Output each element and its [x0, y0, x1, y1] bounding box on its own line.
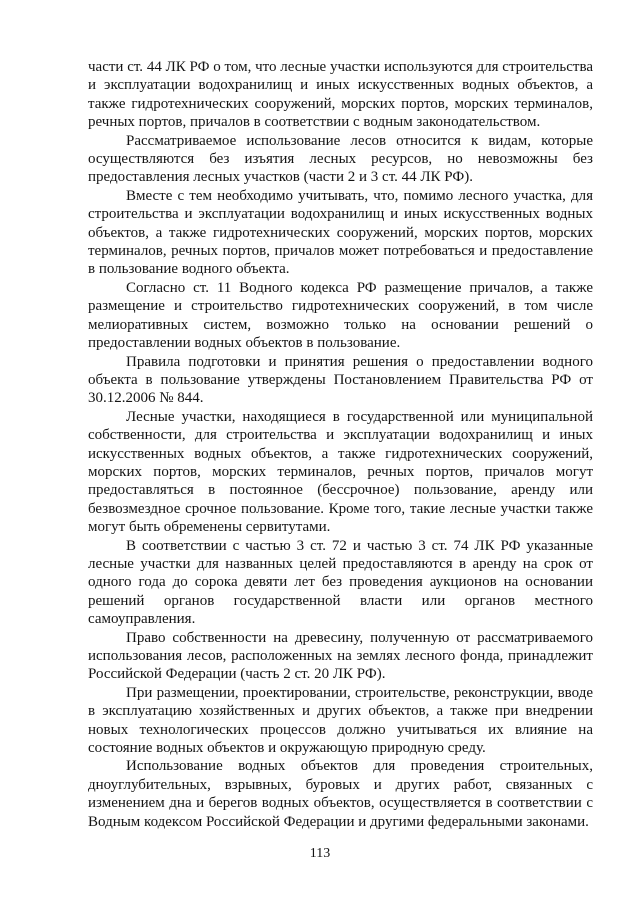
page-body — [88, 58, 593, 831]
paragraph-7: В соответствии с частью 3 ст. 72 и частью 3 ст. 74 ЛК РФ указанные лесные участки для названных целей предоставляются в аренду на срок от одного года до сорока девяти лет без проведения аукционов на основании решений органов государственной власти или органов местного самоуправления. — [88, 537, 593, 628]
paragraph-8: Право собственности на древесину, полученную от рассматриваемого использования лесов, расположенных на землях лесного фонда, принадлежит Российской Федерации (часть 2 ст. 20 ЛК РФ). — [88, 629, 593, 683]
paragraph-3: Вместе с тем необходимо учитывать, что, помимо лесного участка, для строительства и эксплуатации водохранилищ и иных искусственных водных объектов, а также гидротехнических сооружений, морских портов, морских терминалов, речных портов, причалов может потребоваться и предоставление в пользование водного объекта. — [88, 187, 593, 278]
paragraph-4: Согласно ст. 11 Водного кодекса РФ размещение причалов, а также размещение и строительство гидротехнических сооружений, в том числе мелиоративных систем, возможно только на основании решений о предоставлении водных объектов в пользование. — [88, 279, 593, 352]
paragraph-9: При размещении, проектировании, строительстве, реконструкции, вводе в эксплуатацию хозяйственных и других объектов, а также при внедрении новых технологических процессов должно учитываться их влияние на состояние водных объектов и окружающую природную среду. — [88, 684, 593, 757]
paragraph-6: Лесные участки, находящиеся в государственной или муниципальной собственности, для строительства и эксплуатации водохранилищ и иных искусственных водных объектов, а также гидротехнических сооружений, морских портов, морских терминалов, речных портов, причалов могут предоставляться в постоянное (бессрочное) пользование, аренду или безвозмездное срочное пользование. Кроме того, такие лесные участки также могут быть обременены сервитутами. — [88, 408, 593, 536]
paragraph-2: Рассматриваемое использование лесов относится к видам, которые осуществляются без изъятия лесных ресурсов, но невозможны без предоставления лесных участков (части 2 и 3 ст. 44 ЛК РФ). — [88, 132, 593, 186]
page-number: 113 — [309, 846, 331, 861]
paragraph-10: Использование водных объектов для проведения строительных, дноуглубительных, взрывных, буровых и других работ, связанных с изменением дна и берегов водных объектов, осуществляется в соответствии с Водным кодексом Российской Федерации и другими федеральными законами. — [88, 758, 593, 830]
paragraph-1: части ст. 44 ЛК РФ о том, что лесные участки используются для строительства и эксплуатации водохранилищ и иных искусственных водных объектов, а также гидротехнических сооружений, морских портов, морских терминалов, речных портов, причалов в соответствии с водным законодательством. — [88, 59, 593, 131]
paragraph-5: Правила подготовки и принятия решения о предоставлении водного объекта в пользование утверждены Постановлением Правительства РФ от 30.12.2006 № 844. — [88, 353, 593, 407]
